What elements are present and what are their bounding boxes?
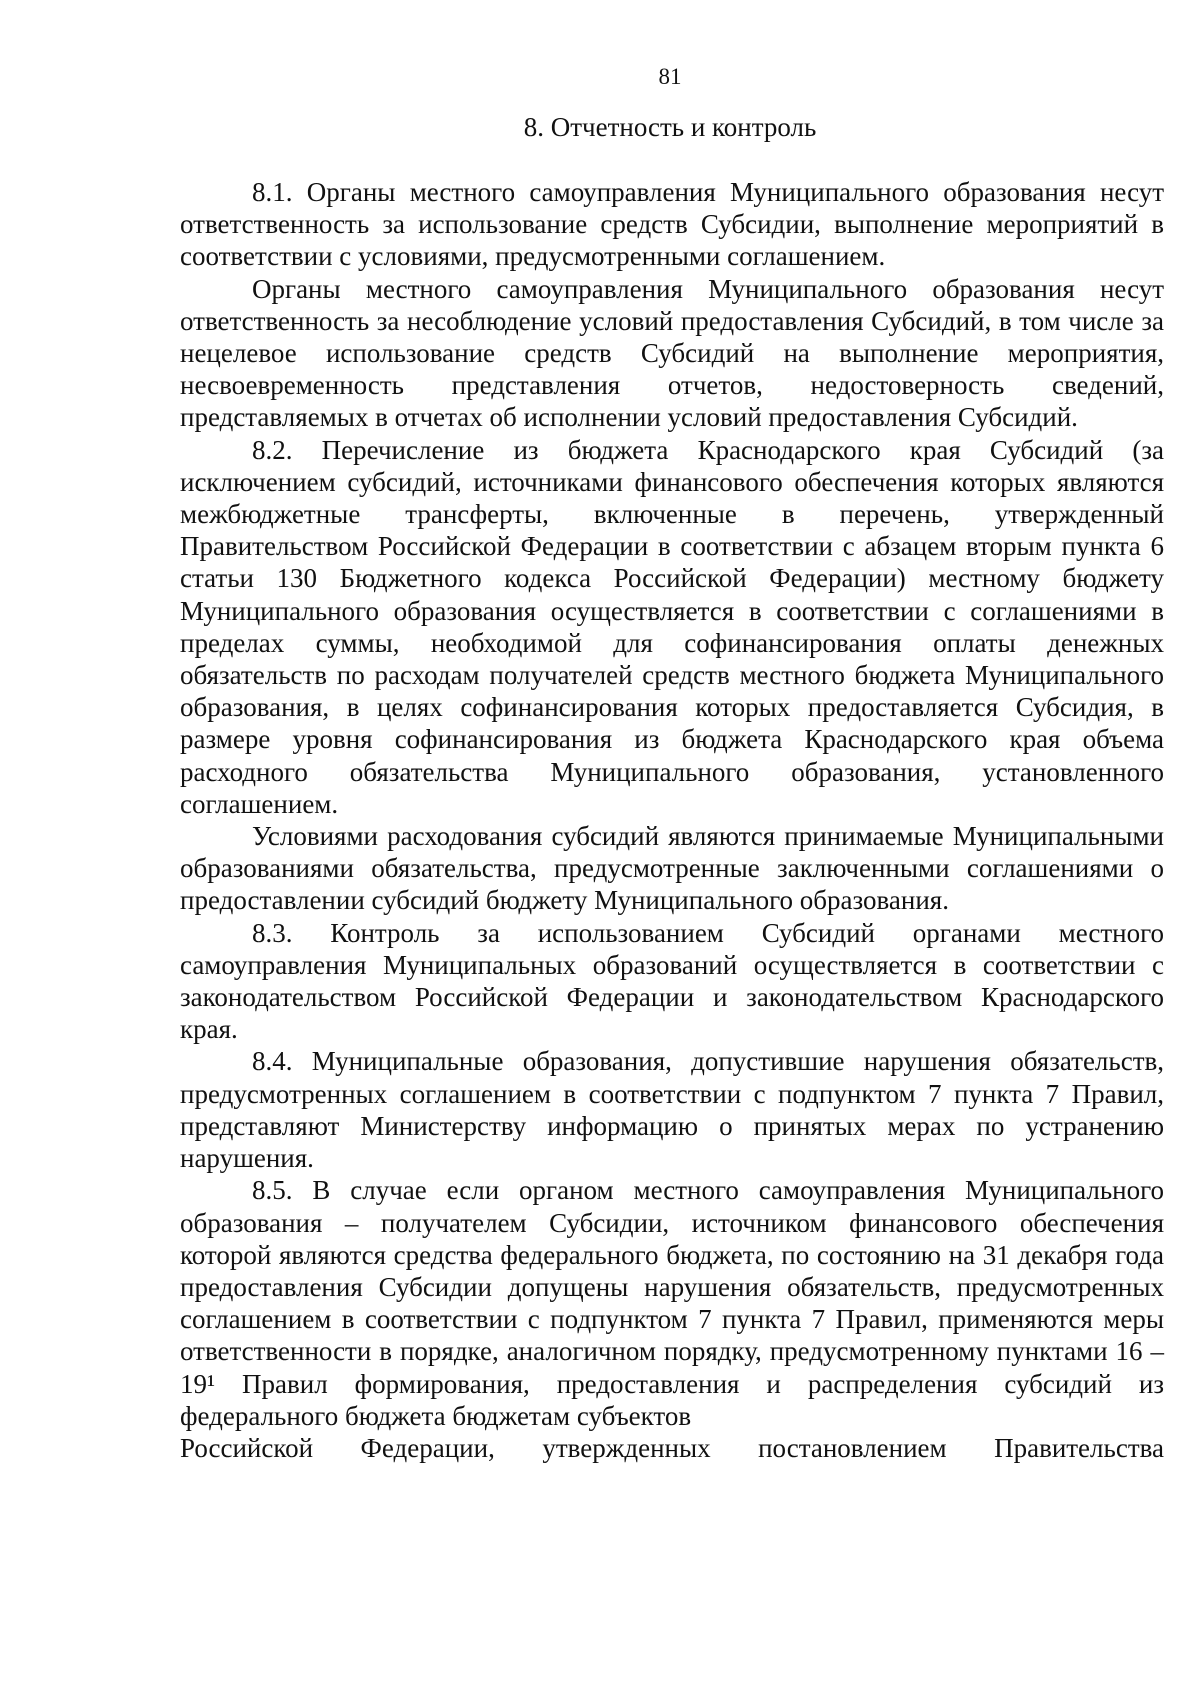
paragraph-8-3: 8.3. Контроль за использованием Субсидий органами местного самоуправления Муниципальных образований осуществляется в соответствии с законодательством Российской Федерации и законодательством Краснодарского края. [180,917,1164,1045]
document-body [180,176,1164,1464]
paragraph-8-1-responsibility: Органы местного самоуправления Муниципального образования несут ответственность за несоблюдение условий предоставления Субсидий, в том числе за нецелевое использование средств Субсидий на выполнение мероприятия, несвоевременность представления отчетов, недостоверность сведений, представляемых в отчетах об исполнении условий предоставления Субсидий. [180,273,1164,433]
paragraph-8-5-continued-line: Российской Федерации, утвержденных постановлением Правительства [180,1432,1164,1463]
paragraph-8-4: 8.4. Муниципальные образования, допустившие нарушения обязательств, предусмотренных соглашением в соответствии с подпунктом 7 пункта 7 Правил, представляют Министерству информацию о принятых мерах по устранению нарушения. [180,1046,1164,1174]
page-number: 81 [658,64,682,89]
paragraph-8-5: 8.5. В случае если органом местного самоуправления Муниципального образования – получателем Субсидии, источником финансового обеспечения которой являются средства федерального бюджета, по состоянию на 31 декабря года предоставления Субсидии допущены нарушения обязательств, предусмотренных соглашением в соответствии с подпунктом 7 пункта 7 Правил, применяются меры ответственности в порядке, аналогичном порядку, предусмотренному пунктами 16 – 19¹ Правил формирования, предоставления и распределения субсидий из федерального бюджета бюджетам субъектов [180,1175,1164,1431]
paragraph-8-2-conditions: Условиями расходования субсидий являются принимаемые Муниципальными образованиями обязательства, предусмотренные заключенными соглашениями о предоставлении субсидий бюджету Муниципального образования. [180,821,1164,916]
paragraph-8-1: 8.1. Органы местного самоуправления Муниципального образования несут ответственность за использование средств Субсидии, выполнение мероприятий в соответствии с условиями, предусмотренными соглашением. [180,177,1164,272]
section-title: 8. Отчетность и контроль [523,112,817,142]
paragraph-8-2: 8.2. Перечисление из бюджета Краснодарского края Субсидий (за исключением субсидий, источниками финансового обеспечения которых являются межбюджетные трансферты, включенные в перечень, утвержденный Правительством Российской Федерации в соответствии с абзацем вторым пункта 6 статьи 130 Бюджетного кодекса Российской Федерации) местному бюджету Муниципального образования осуществляется в соответствии с соглашениями в пределах суммы, необходимой для софинансирования оплаты денежных обязательств по расходам получателей средств местного бюджета Муниципального образования, в целях софинансирования которых предоставляется Субсидия, в размере уровня софинансирования из бюджета Краснодарского края объема расходного обязательства Муниципального образования, установленного соглашением. [180,434,1164,819]
